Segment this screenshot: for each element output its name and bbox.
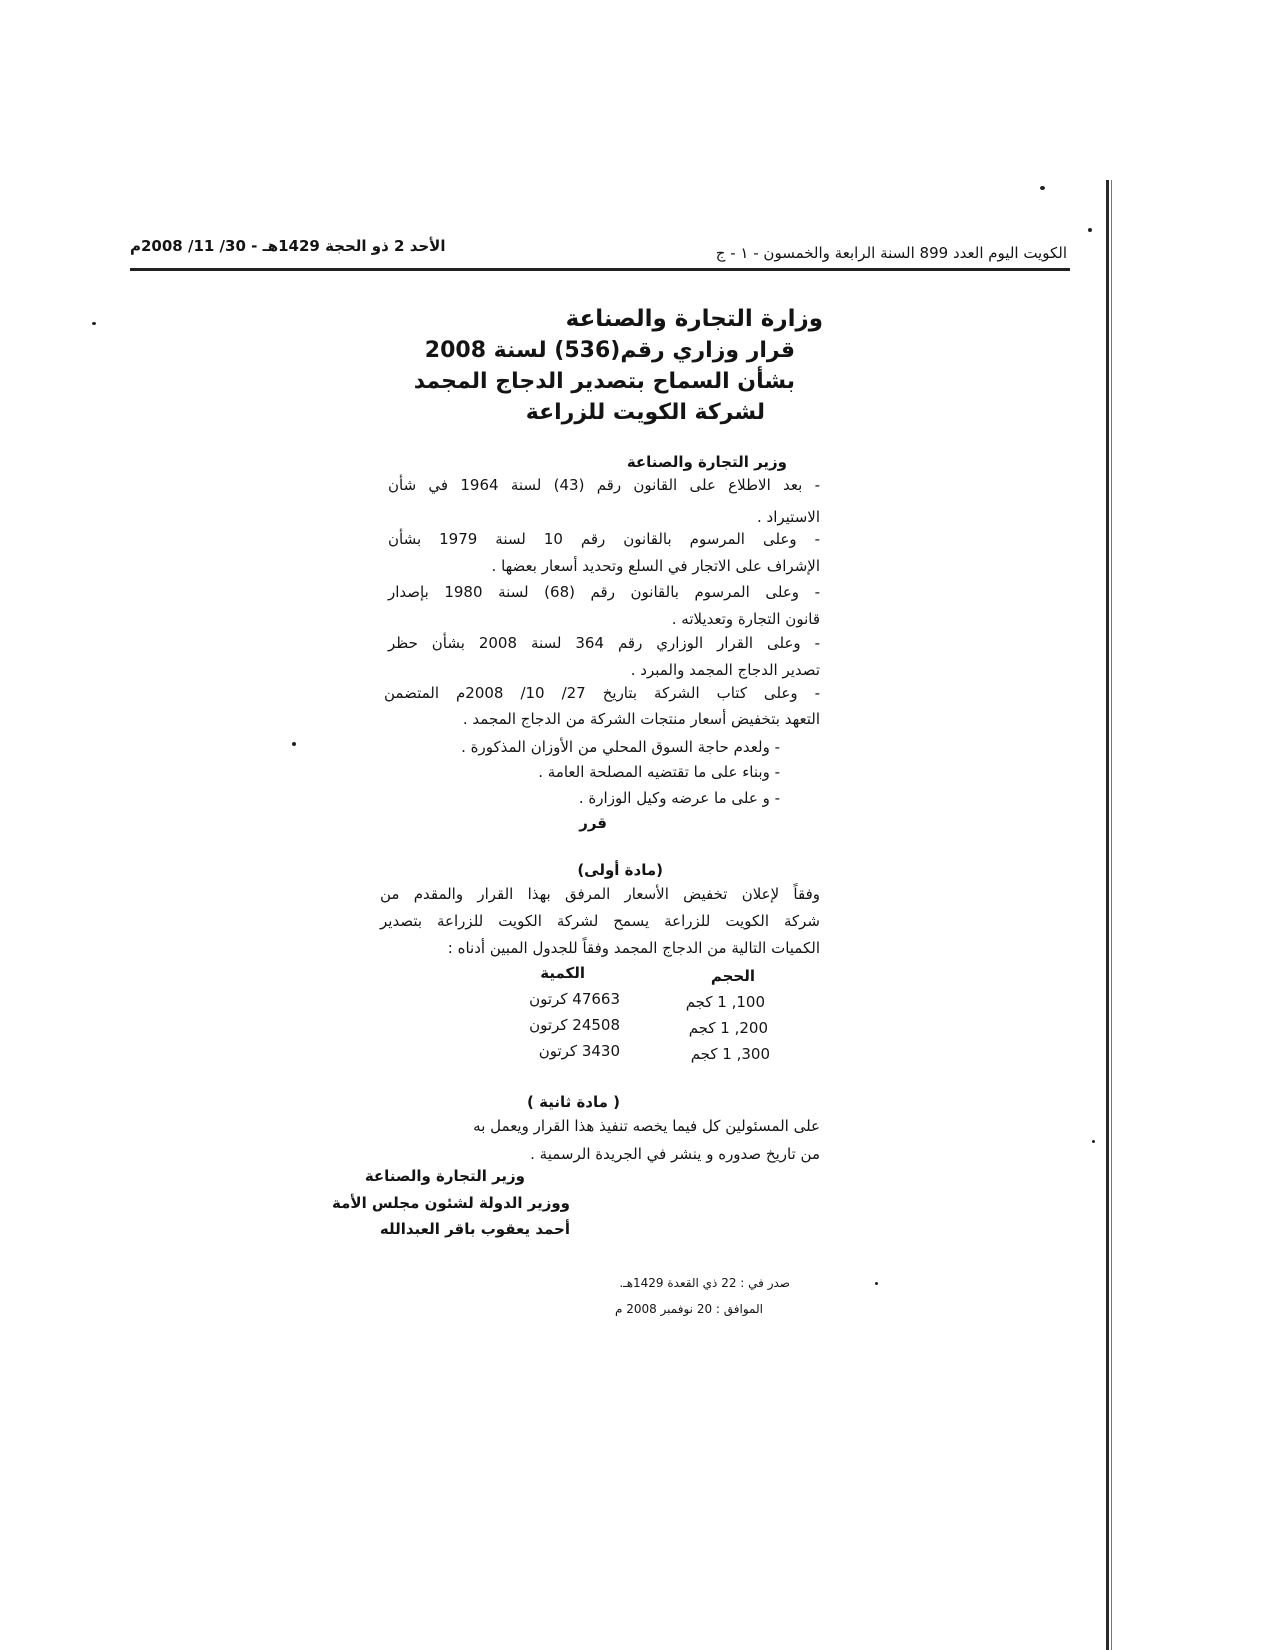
ministry-title: وزارة التجارة والصناعة	[565, 306, 823, 332]
preamble-item: - وعلى كتاب الشركة بتاريخ 27/ 10/ 2008م المتضمن	[384, 684, 820, 702]
signature-title: وزير التجارة والصناعة	[364, 1167, 525, 1185]
article-1-text: شركة الكويت للزراعة يسمح لشركة الكويت للزراعة بتصدير	[380, 912, 820, 930]
preamble-item: - وعلى المرسوم بالقانون رقم (68) لسنة 1980 بإصدار	[388, 583, 820, 601]
article-2-text: من تاريخ صدوره و ينشر في الجريدة الرسمية .	[530, 1145, 820, 1163]
article-2-text: على المسئولين كل فيما يخصه تنفيذ هذا القرار ويعمل به	[473, 1117, 820, 1135]
issued-date-hijri: صدر في : 22 ذي القعدة 1429هـ.	[619, 1276, 790, 1290]
article-2-heading: ( مادة ثانية )	[527, 1093, 620, 1111]
article-1-text: وفقاً لإعلان تخفيض الأسعار المرفق بهذا القرار والمقدم من	[380, 885, 820, 903]
scan-edge-line	[1106, 180, 1109, 1650]
scan-speck	[1088, 228, 1092, 232]
decides-line: قرر	[579, 814, 607, 832]
scan-speck	[1092, 1140, 1095, 1143]
scan-speck	[92, 322, 96, 325]
scan-speck	[875, 1282, 878, 1285]
table-cell-size: 200, 1 كجم	[688, 1019, 768, 1037]
preamble-item-continued: الإشراف على الاتجار في السلع وتحديد أسعار بعضها .	[491, 557, 820, 575]
article-1-heading: (مادة أولى)	[577, 861, 663, 879]
header-rule	[130, 268, 1070, 271]
preamble-item-continued: تصدير الدجاج المجمد والمبرد .	[630, 661, 820, 679]
table-cell-quantity: 47663 كرتون	[529, 990, 620, 1008]
preamble-item: - وعلى القرار الوزاري رقم 364 لسنة 2008 بشأن حظر	[388, 634, 820, 652]
preamble-item: - ولعدم حاجة السوق المحلي من الأوزان المذكورة .	[461, 738, 780, 756]
scan-speck	[292, 742, 296, 746]
table-cell-quantity: 3430 كرتون	[538, 1042, 620, 1060]
table-cell-size: 100, 1 كجم	[685, 993, 765, 1011]
signature-name: أحمد يعقوب باقر العبدالله	[379, 1220, 570, 1238]
article-1-text: الكميات التالية من الدجاج المجمد وفقاً للجدول المبين أدناه :	[447, 939, 820, 957]
gazette-issue-header: الكويت اليوم العدد 899 السنة الرابعة والخمسون - ١ - ج	[715, 244, 1067, 262]
decree-subject-line: بشأن السماح بتصدير الدجاج المجمد	[413, 369, 795, 394]
gazette-date-header: الأحد 2 ذو الحجة 1429هـ - 30/ 11/ 2008م	[130, 237, 446, 255]
table-cell-quantity: 24508 كرتون	[529, 1016, 620, 1034]
issuer-line: وزير التجارة والصناعة	[626, 453, 787, 471]
issued-date-gregorian: الموافق : 20 نوفمبر 2008 م	[614, 1302, 763, 1316]
table-header-quantity: الكمية	[540, 964, 585, 982]
preamble-item-continued: الاستيراد .	[756, 508, 820, 526]
decree-title: قرار وزاري رقم(536) لسنة 2008	[424, 338, 795, 363]
table-header-size: الحجم	[710, 967, 755, 985]
preamble-item: - وبناء على ما تقتضيه المصلحة العامة .	[538, 763, 780, 781]
scan-speck	[1040, 186, 1045, 190]
preamble-item-continued: قانون التجارة وتعديلاته .	[671, 610, 820, 628]
signature-title: ووزير الدولة لشئون مجلس الأمة	[332, 1194, 570, 1212]
preamble-item: - و على ما عرضه وكيل الوزارة .	[578, 789, 780, 807]
decree-subject-line: لشركة الكويت للزراعة	[525, 400, 765, 425]
preamble-item-continued: التعهد بتخفيض أسعار منتجات الشركة من الدجاج المجمد .	[462, 710, 820, 728]
scan-edge-line	[1111, 180, 1112, 1650]
table-cell-size: 300, 1 كجم	[690, 1045, 770, 1063]
preamble-item: - وعلى المرسوم بالقانون رقم 10 لسنة 1979 بشأن	[388, 530, 820, 548]
preamble-item: - بعد الاطلاع على القانون رقم (43) لسنة 1964 في شأن	[388, 476, 820, 494]
